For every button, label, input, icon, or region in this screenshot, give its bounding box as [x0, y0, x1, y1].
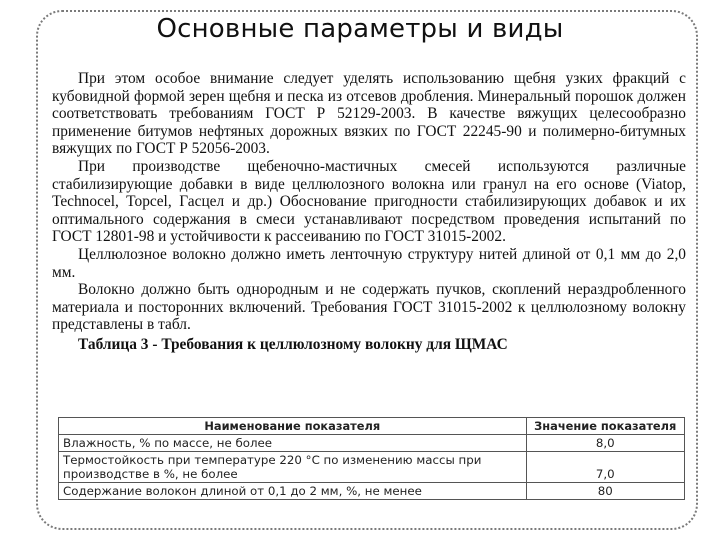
paragraph-fiber-structure: Целлюлозное волокно должно иметь ленточную структуру нитей длиной от 0,1 мм до 2,0 мм. [52, 245, 686, 281]
paragraph-binders: При этом особое внимание следует уделять использованию щебня узких фракций с кубовидной формой зерен щебня и песка из отсевов дробления. Минеральный порошок должен соответствовать требованиям ГОСТ Р 52129-2003. В качестве вяжущих целесообразно применение битумов нефтяных дорожных вязких по ГОСТ 22245-90 и полимерно-битумных вяжущих по ГОСТ Р 52056-2003. [52, 70, 686, 158]
row-name: Влажность, % по массе, не более [59, 435, 527, 452]
table-caption: Таблица 3 - Требования к целлюлозному волокну для ЩМАС [78, 335, 508, 353]
column-header-name: Наименование показателя [59, 418, 527, 435]
table-row [59, 483, 685, 500]
row-value: 80 [526, 483, 685, 500]
slide-title: Основные параметры и виды [156, 14, 564, 44]
paragraph-fiber-requirements: Волокно должно быть однородным и не содержать пучков, скоплений нераздробленного материала и посторонних включений. Требования ГОСТ 31015-2002 к целлюлозному волокну представлены в табл. [52, 281, 686, 334]
requirements-table [58, 417, 685, 500]
paragraph-stabilizers: При производстве щебеночно-мастичных смесей используются различные стабилизирующие добавки в виде целлюлозного волокна или гранул на его основе (Viatop, Technocel, Topcel, Гасцел и др.) Обоснование пригодности стабилизирующих добавок и их оптимального содержания в смеси устанавливают посредством проведения испытаний по ГОСТ 12801-98 и устойчивости к рассеиванию по ГОСТ 31015-2002. [52, 157, 686, 246]
table-row [59, 452, 685, 483]
column-header-value: Значение показателя [526, 418, 685, 435]
row-name: Содержание волокон длиной от 0,1 до 2 мм, %, не менее [59, 483, 527, 500]
table-header-row [59, 418, 685, 435]
row-name: Термостойкость при температуре 220 °С по изменению массы при производстве в %, не более [59, 452, 527, 483]
row-value: 8,0 [526, 435, 685, 452]
row-value: 7,0 [526, 452, 685, 483]
slide-body [52, 70, 686, 354]
table-row [59, 435, 685, 452]
